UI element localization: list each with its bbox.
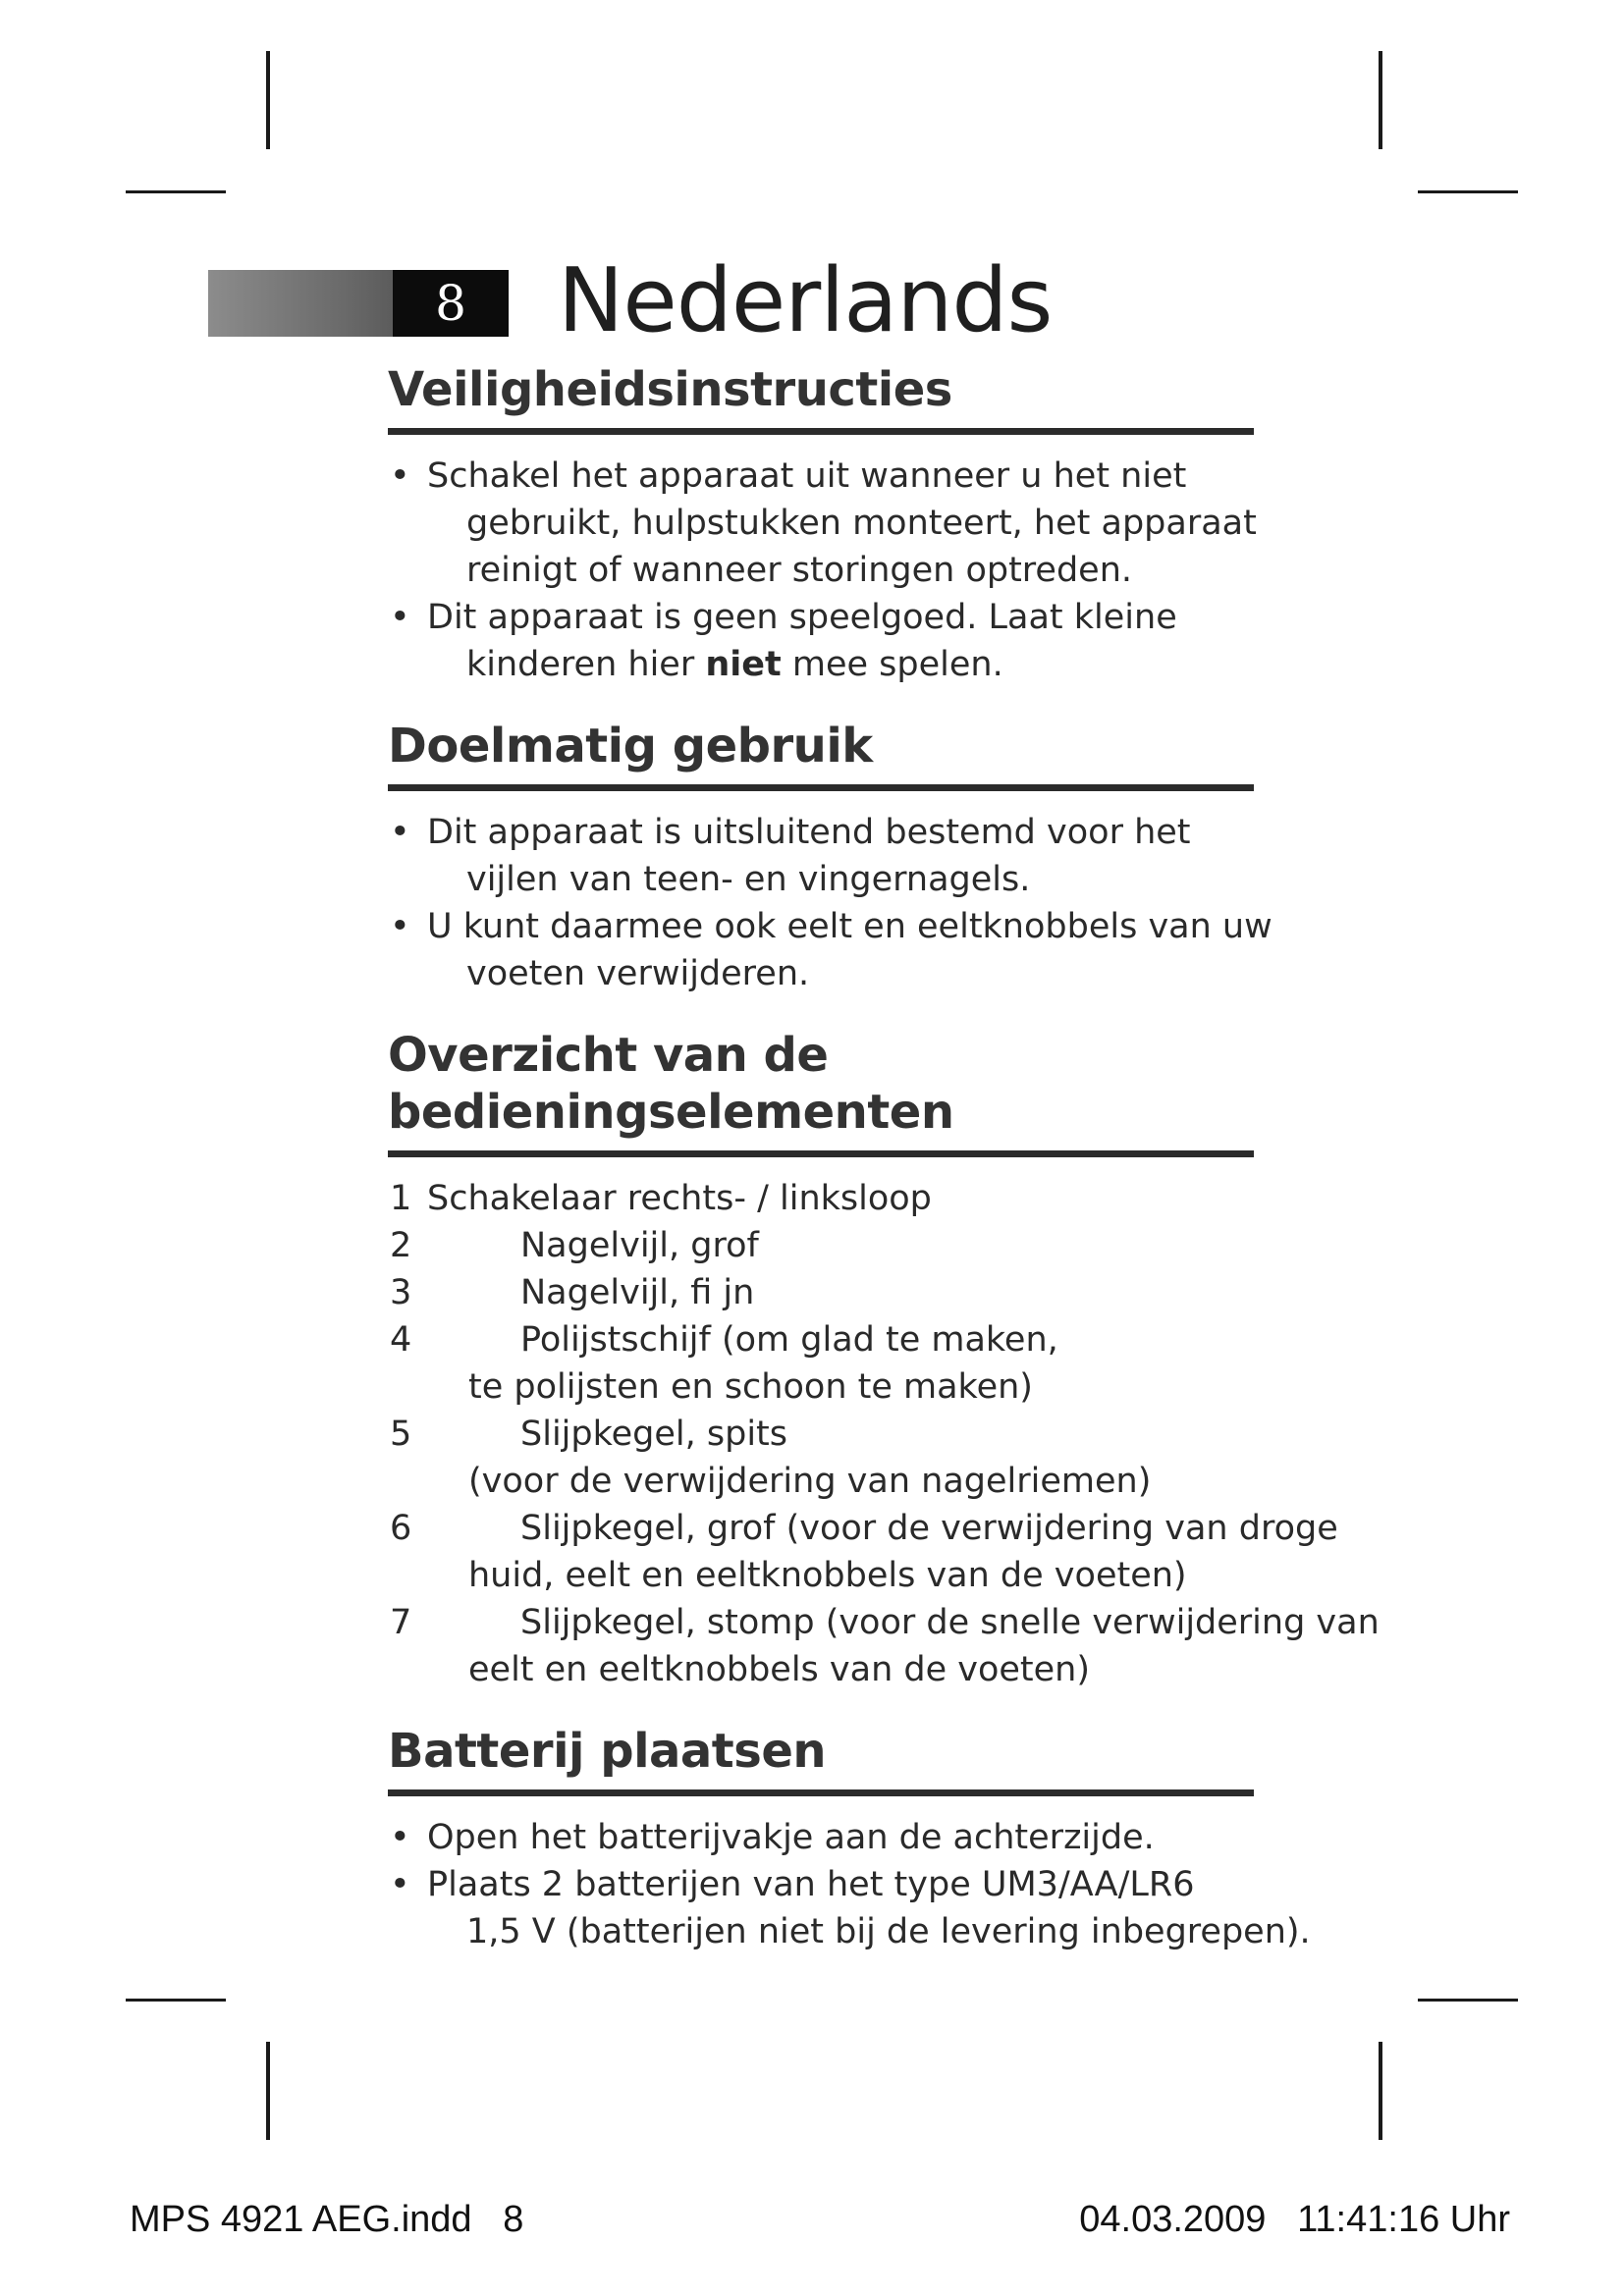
- item-number: 2: [390, 1226, 412, 1265]
- bullet-icon: •: [390, 456, 410, 496]
- list-item-text: Polijstschijf (om glad te maken,: [520, 1320, 1058, 1360]
- list-item: [388, 1861, 1311, 1955]
- item-number: 7: [390, 1603, 412, 1642]
- page-number-badge: 8: [393, 270, 509, 337]
- section-title-intended-use: Doelmatig gebruik: [388, 719, 873, 774]
- list-item: [388, 594, 1311, 688]
- item-number: 5: [390, 1415, 412, 1454]
- text-run: kinderen hier: [466, 645, 706, 684]
- list-item-text: (voor de verwijdering van nagelriemen): [468, 1462, 1152, 1501]
- list-item: [388, 903, 1311, 997]
- crop-mark-bottom-right-horizontal: [1418, 1999, 1518, 2002]
- bullet-icon: •: [390, 907, 410, 946]
- item-number: 3: [390, 1273, 412, 1312]
- list-item-text: Slijpkegel, grof (voor de verwijdering van droge: [520, 1509, 1338, 1548]
- list-item-text: eelt en eeltknobbels van de voeten): [468, 1650, 1091, 1689]
- list-item-text: Dit apparaat is uitsluitend bestemd voor het: [427, 813, 1191, 852]
- crop-mark-top-right-horizontal: [1418, 190, 1518, 193]
- list-item-text: 1,5 V (batterijen niet bij de levering inbegrepen).: [466, 1912, 1311, 1951]
- list-item-text: Dit apparaat is geen speelgoed. Laat kleine: [427, 598, 1177, 637]
- list-item: [388, 1175, 1311, 1222]
- list-item-text: voeten verwijderen.: [466, 954, 810, 993]
- list-item-text: huid, eelt en eeltknobbels van de voeten): [468, 1556, 1187, 1595]
- list-item-text: Nagelvijl, fi jn: [520, 1273, 755, 1312]
- section-rule: [388, 784, 1254, 791]
- bullet-icon: •: [390, 598, 410, 637]
- list-item: [388, 1269, 1311, 1316]
- crop-mark-top-left-vertical: [266, 51, 270, 149]
- emphasis-text: niet: [705, 645, 782, 684]
- list-item-text: Nagelvijl, grof: [520, 1226, 759, 1265]
- item-number: 4: [390, 1320, 412, 1360]
- section-rule: [388, 1150, 1254, 1157]
- safety-list: [388, 453, 1311, 688]
- list-item: [388, 1814, 1311, 1861]
- list-item-text: Schakel het apparaat uit wanneer u het niet: [427, 456, 1187, 496]
- list-item-text: Slijpkegel, stomp (voor de snelle verwijdering van: [520, 1603, 1380, 1642]
- list-item-text: gebruikt, hulpstukken monteert, het apparaat: [466, 504, 1257, 543]
- list-item-text: vijlen van teen- en vingernagels.: [466, 860, 1031, 899]
- controls-list: [388, 1175, 1380, 1693]
- list-item: [388, 453, 1311, 594]
- crop-mark-top-left-horizontal: [126, 190, 226, 193]
- bullet-icon: •: [390, 813, 410, 852]
- list-item-text: U kunt daarmee ook eelt en eeltknobbels van uw: [427, 907, 1272, 946]
- crop-mark-bottom-left-vertical: [266, 2042, 270, 2140]
- section-rule: [388, 1789, 1254, 1796]
- section-intended-use: [388, 710, 1311, 997]
- crop-mark-top-right-vertical: [1379, 51, 1382, 149]
- print-slug-timestamp: 04.03.2009 11:41:16 Uhr: [1079, 2199, 1510, 2240]
- list-item: [388, 1316, 1311, 1411]
- print-slug-filename: MPS 4921 AEG.indd 8: [130, 2199, 524, 2240]
- list-item-text: Open het batterijvakje aan de achterzijde.: [427, 1818, 1155, 1857]
- crop-mark-bottom-left-horizontal: [126, 1999, 226, 2002]
- list-item: [388, 809, 1311, 903]
- list-item-text: te polijsten en schoon te maken): [468, 1367, 1033, 1407]
- list-item-text: Schakelaar rechts- / linksloop: [427, 1179, 932, 1218]
- language-title: Nederlands: [558, 249, 1053, 352]
- bullet-icon: •: [390, 1818, 410, 1857]
- section-title-controls: Overzicht van de bedieningselementen: [388, 1028, 954, 1140]
- page-content: [388, 353, 1380, 1955]
- list-item: [388, 1599, 1380, 1693]
- intended-use-list: [388, 809, 1311, 997]
- battery-list: [388, 1814, 1311, 1955]
- section-title-safety: Veiligheidsinstructies: [388, 362, 952, 417]
- section-rule: [388, 428, 1254, 435]
- section-safety: [388, 353, 1311, 688]
- section-battery: [388, 1715, 1311, 1955]
- section-controls: [388, 1019, 1380, 1693]
- list-item: [388, 1411, 1311, 1505]
- list-item-text: Plaats 2 batterijen van het type UM3/AA/LR6: [427, 1865, 1195, 1904]
- list-item: [388, 1222, 1311, 1269]
- item-number: 6: [390, 1509, 412, 1548]
- bullet-icon: •: [390, 1865, 410, 1904]
- item-number: 1: [390, 1179, 412, 1218]
- text-run: mee spelen.: [781, 645, 1003, 684]
- list-item-text: [427, 641, 1311, 688]
- list-item-text: reinigt of wanneer storingen optreden.: [466, 551, 1133, 590]
- section-title-battery: Batterij plaatsen: [388, 1724, 827, 1779]
- list-item: [388, 1505, 1338, 1599]
- crop-mark-bottom-right-vertical: [1379, 2042, 1382, 2140]
- list-item-text: Slijpkegel, spits: [520, 1415, 788, 1454]
